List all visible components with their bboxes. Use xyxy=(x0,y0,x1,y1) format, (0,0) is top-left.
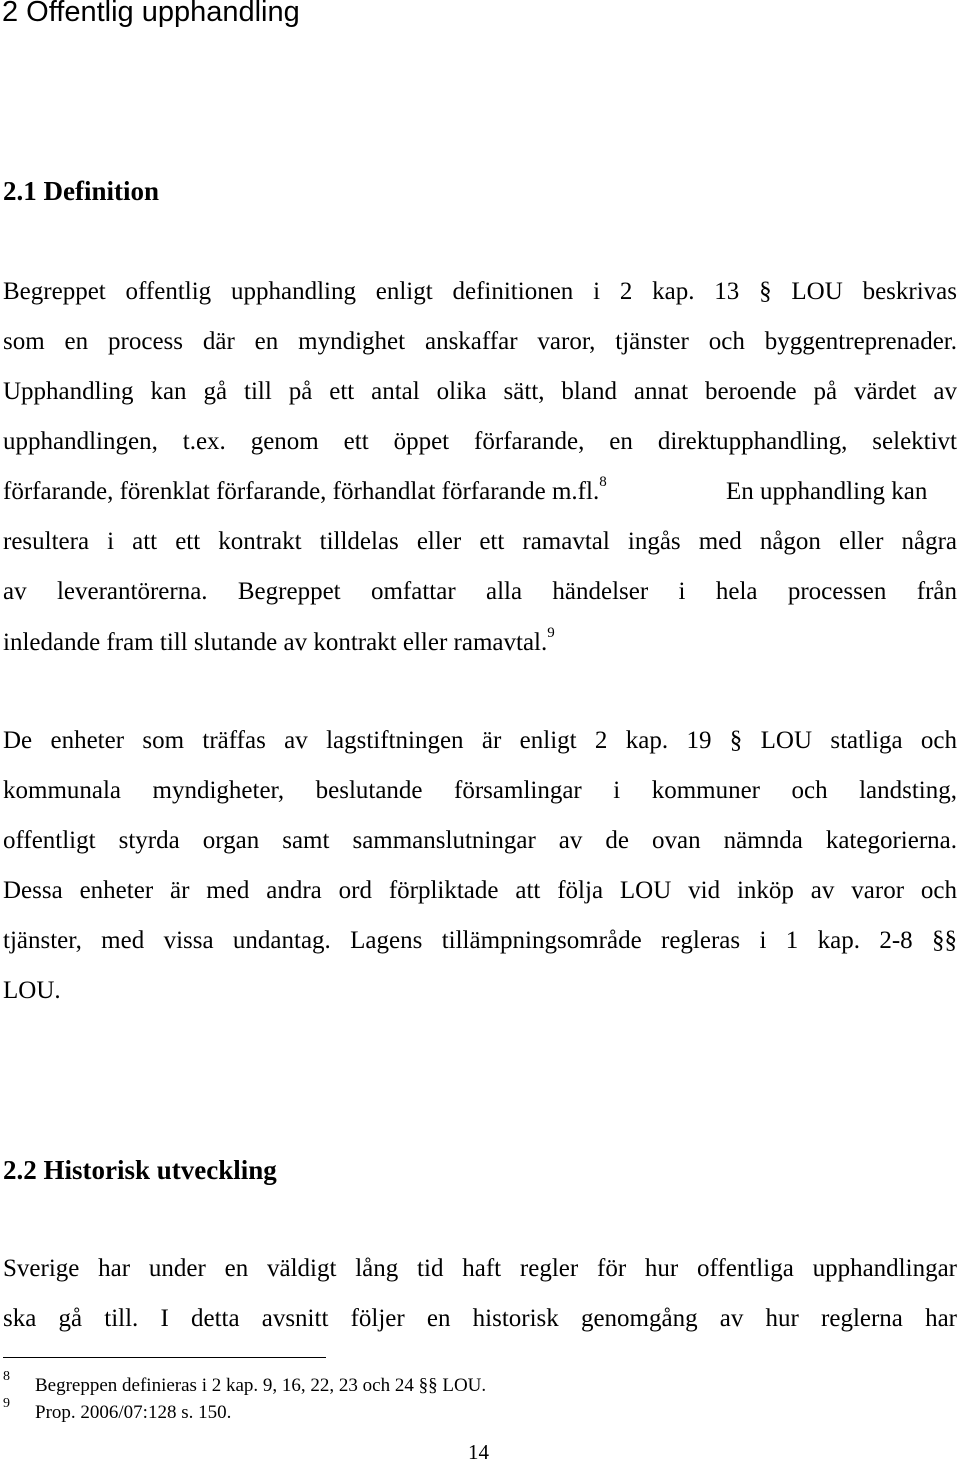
paragraph-line: Upphandling kan gå till på ett antal olika sätt, bland annat beroende på värdet av xyxy=(3,378,957,405)
footnote-number: 8 xyxy=(3,1369,10,1384)
footnote-number: 9 xyxy=(3,1396,10,1411)
paragraph-line xyxy=(3,474,607,506)
footnote-ref-9[interactable]: 9 xyxy=(547,625,555,641)
paragraph-line: ska gå till. I detta avsnitt följer en historisk genomgång av hur reglerna har xyxy=(3,1305,957,1332)
paragraph-line: som en process där en myndighet anskaffar varor, tjänster och byggentreprenader. xyxy=(3,328,957,355)
paragraph-line: De enheter som träffas av lagstiftningen är enligt 2 kap. 19 § LOU statliga och xyxy=(3,727,957,754)
footnote-separator xyxy=(3,1357,326,1358)
paragraph-line xyxy=(3,625,555,657)
paragraph-line: Begreppet offentlig upphandling enligt definitionen i 2 kap. 13 § LOU beskrivas xyxy=(3,278,957,305)
paragraph-line: Dessa enheter är med andra ord förpliktade att följa LOU vid inköp av varor och xyxy=(3,877,957,904)
paragraph-line: LOU. xyxy=(3,977,61,1004)
paragraph-line: offentligt styrda organ samt sammanslutningar av de ovan nämnda kategorierna. xyxy=(3,827,957,854)
paragraph-line: av leverantörerna. Begreppet omfattar alla händelser i hela processen från xyxy=(3,578,957,605)
footnote-text: Prop. 2006/07:128 s. 150. xyxy=(35,1402,232,1423)
page-number: 14 xyxy=(468,1440,489,1464)
footnote-text: Begreppen definieras i 2 kap. 9, 16, 22, 23 och 24 §§ LOU. xyxy=(35,1375,487,1396)
paragraph-text: inledande fram till slutande av kontrakt eller ramavtal. xyxy=(3,629,548,656)
paragraph-line: En upphandling kan xyxy=(726,478,928,505)
paragraph-line: upphandlingen, t.ex. genom ett öppet förfarande, en direktupphandling, selektivt xyxy=(3,428,957,455)
paragraph-line: kommunala myndigheter, beslutande församlingar i kommuner och landsting, xyxy=(3,777,957,804)
paragraph-line: tjänster, med vissa undantag. Lagens tillämpningsområde regleras i 1 kap. 2-8 §§ xyxy=(3,927,957,954)
footnote-ref-8[interactable]: 8 xyxy=(599,474,607,490)
section-heading-2-2: 2.2 Historisk utveckling xyxy=(3,1155,277,1185)
section-heading-2-1: 2.1 Definition xyxy=(3,176,160,206)
paragraph-line: resultera i att ett kontrakt tilldelas eller ett ramavtal ingås med någon eller några xyxy=(3,528,957,555)
chapter-heading: 2 Offentlig upphandling xyxy=(2,0,300,28)
paragraph-text: förfarande, förenklat förfarande, förhandlat förfarande m.fl. xyxy=(3,478,600,505)
paragraph-line: Sverige har under en väldigt lång tid haft regler för hur offentliga upphandlingar xyxy=(3,1255,957,1282)
